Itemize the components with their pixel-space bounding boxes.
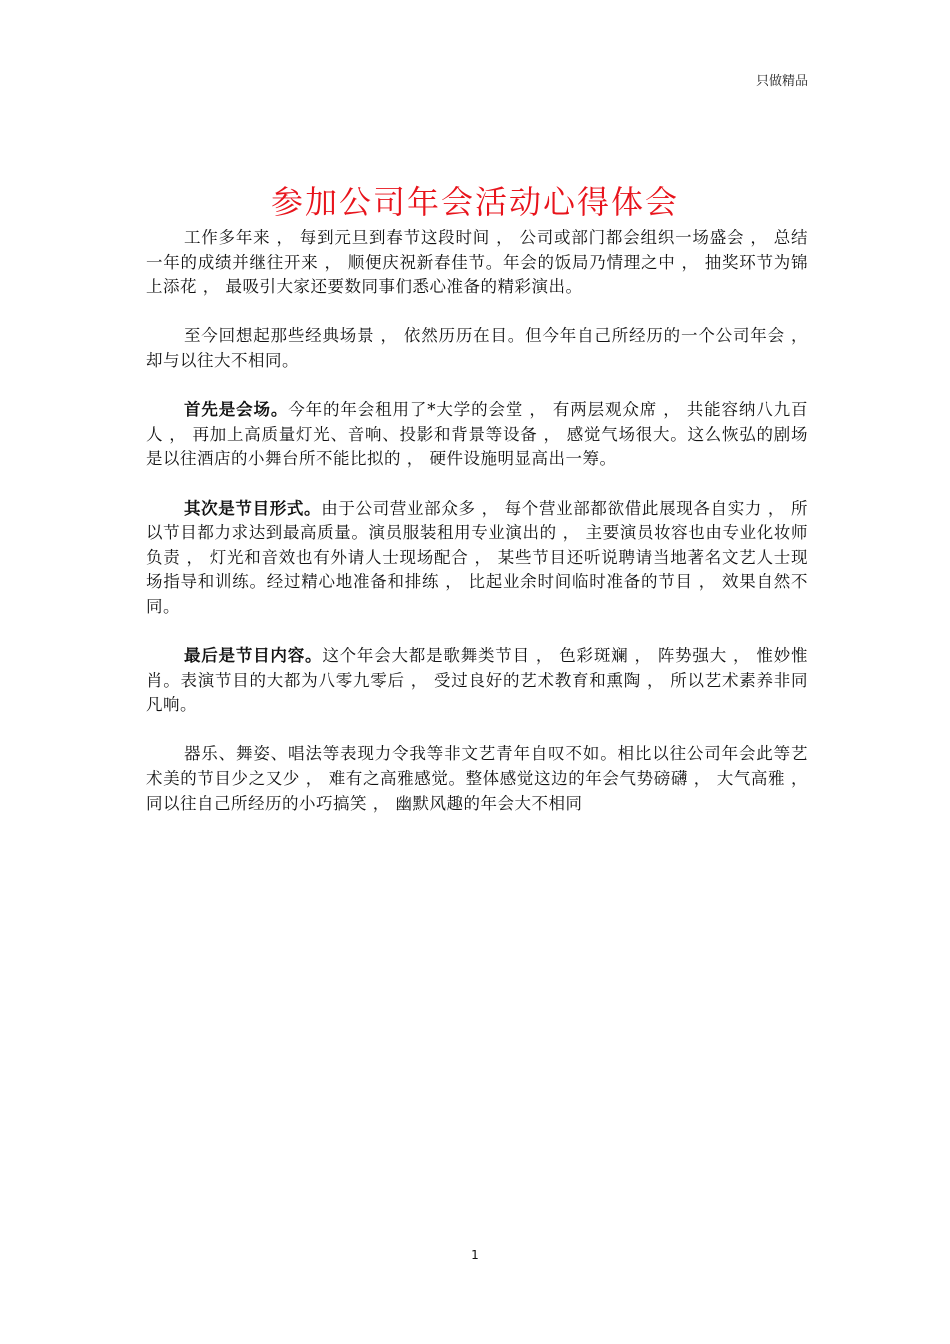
document-title: 参加公司年会活动心得体会 xyxy=(270,183,679,222)
paragraph-text: 器乐、舞姿、唱法等表现力令我等非文艺青年自叹不如。相比以往公司年会此等艺术美的节目少之又少 ， 难有之高雅感觉。整体感觉这边的年会气势磅礴 ， 大气高雅 ， 同以往自己所经历的小巧搞笑 ， 幽默风趣的年会大不相同 xyxy=(146,744,808,813)
paragraph-text: 至今回想起那些经典场景 ， 依然历历在目。但今年自己所经历的一个公司年会 ， 却与以往大不相同。 xyxy=(146,326,808,370)
paragraph xyxy=(146,644,808,718)
paragraph xyxy=(146,742,808,816)
paragraph-lead: 首先是会场。 xyxy=(183,400,289,420)
paragraph-lead: 其次是节目形式。 xyxy=(183,498,322,518)
paragraph xyxy=(146,324,808,373)
paragraph-lead: 最后是节目内容。 xyxy=(183,646,323,666)
paragraph-text: 这个年会大都是歌舞类节目 ， 色彩斑斓 ， 阵势强大 ， 惟妙惟肖。表演节目的大都为八零九零后 ， 受过良好的艺术教育和熏陶 ， 所以艺术素养非同凡响。 xyxy=(146,646,808,715)
header-tag: 只做精品 xyxy=(755,74,808,89)
paragraph xyxy=(146,226,808,300)
paragraph-text: 由于公司营业部众多 ， 每个营业部都欲借此展现各自实力 ， 所以节目都力求达到最高质量。演员服装租用专业演出的 ， 主要演员妆容也由专业化妆师负责 ， 灯光和音效也有外请人士现场配合 ， 某些节目还听说聘请当地著名文艺人士现场指导和训练。经过精心地准备和排练 ， 比起业余时间临时准备的节目 ， 效果自然不同。 xyxy=(146,498,808,616)
paragraph xyxy=(146,497,808,620)
paragraph-text: 今年的年会租用了*大学的会堂 ， 有两层观众席 ， 共能容纳八九百人 ， 再加上高质量灯光、音响、投影和背景等设备 ， 感觉气场很大。这么恢弘的剧场是以往酒店的小舞台所不能比拟的 ， 硬件设施明显高出一筹。 xyxy=(146,400,808,469)
paragraph-text: 工作多年来 ， 每到元旦到春节这段时间 ， 公司或部门都会组织一场盛会 ， 总结一年的成绩并继往开来 ， 顺便庆祝新春佳节。年会的饭局乃情理之中 ， 抽奖环节为锦上添花 ， 最吸引大家还要数同事们悉心准备的精彩演出。 xyxy=(146,228,808,297)
document-body xyxy=(146,226,808,841)
paragraph xyxy=(146,398,808,472)
page-number: 1 xyxy=(471,1248,479,1262)
